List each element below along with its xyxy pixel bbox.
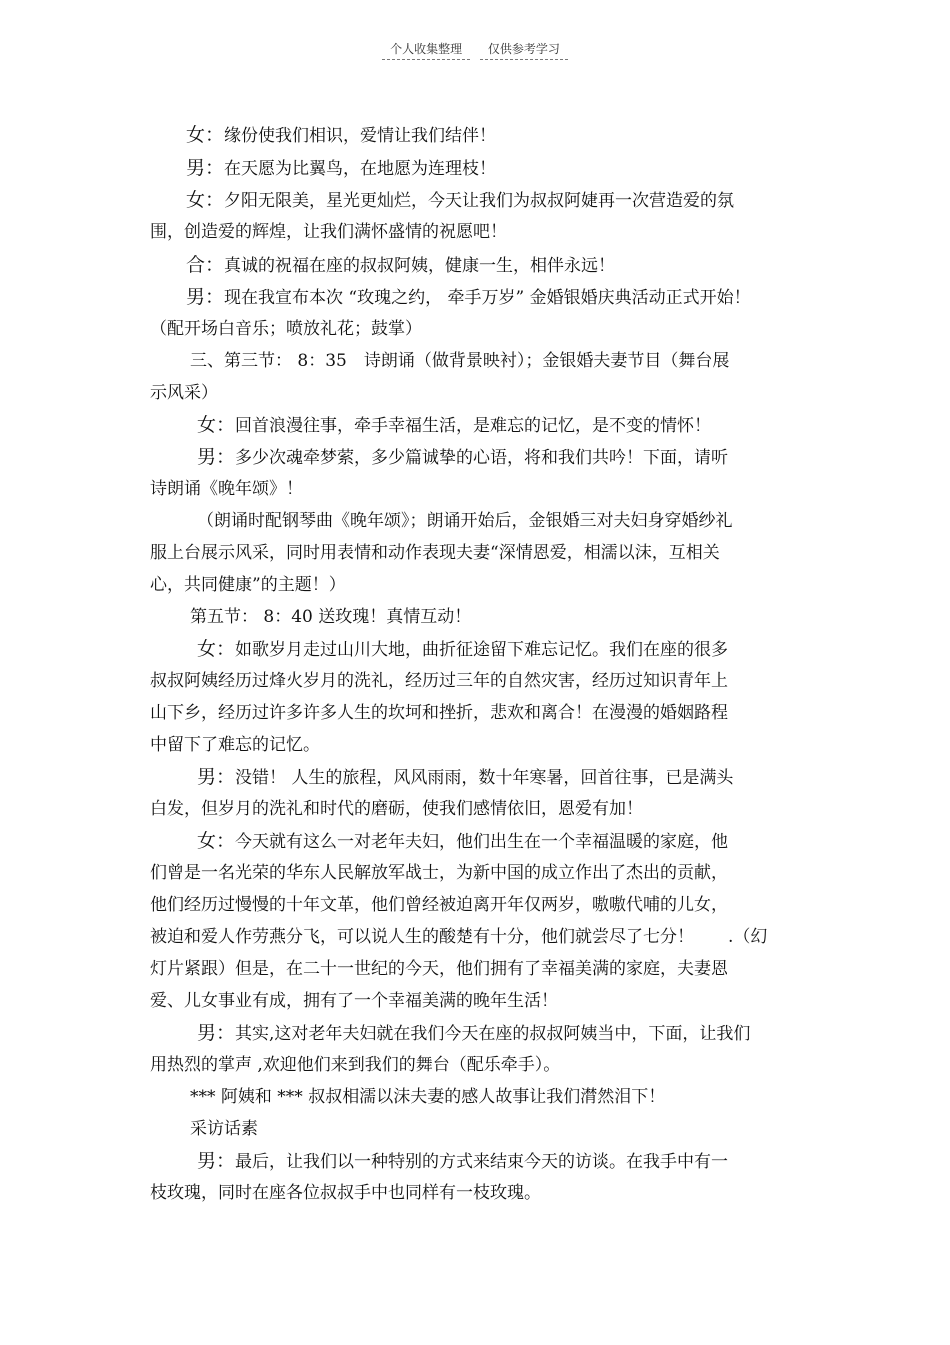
- text-line: [197, 1150, 728, 1173]
- speaker-label: 男：: [197, 766, 236, 788]
- speaker-label: 男：: [197, 1022, 236, 1044]
- line-text: 被迫和爱人作劳燕分飞，可以说人生的酸楚有十分，他们就尝尽了七分！ .（幻: [150, 927, 768, 947]
- line-text: 其实,这对老年夫妇就在我们今天在座的叔叔阿姨当中，下面，让我们: [235, 1024, 751, 1044]
- line-text: 多少次魂牵梦萦，多少篇诚挚的心语，将和我们共吟！下面，请听: [235, 448, 729, 468]
- text-line: [150, 958, 728, 980]
- line-text: 心，共同健康”的主题！）: [150, 575, 346, 595]
- speaker-label: 男：: [186, 157, 225, 179]
- speaker-label: 女：: [197, 414, 236, 436]
- text-line: [150, 478, 303, 500]
- header-left-text: 个人收集整理: [382, 42, 470, 60]
- text-line: [150, 734, 320, 756]
- line-text: 回首浪漫往事，牵手幸福生活，是难忘的记忆，是不变的情怀！: [235, 416, 712, 436]
- line-text: 用热烈的掌声 ,欢迎他们来到我们的舞台（配乐牵手）。: [150, 1055, 561, 1075]
- line-text: 夕阳无限美，星光更灿烂，今天让我们为叔叔阿婕再一次营造爱的氛: [224, 191, 735, 211]
- text-line: [150, 798, 643, 820]
- line-text: 中留下了难忘的记忆。: [150, 735, 320, 755]
- line-text: （朗诵时配钢琴曲《晚年颂》；朗诵开始后，金银婚三对夫妇身穿婚纱礼: [197, 511, 733, 531]
- text-line: [186, 124, 496, 147]
- text-line: [186, 286, 751, 309]
- line-text: 枝玫瑰，同时在座各位叔叔手中也同样有一枝玫瑰。: [150, 1183, 541, 1203]
- line-text: 三、第三节： 8：35 诗朗诵（做背景映衬）；金银婚夫妻节目（舞台展: [190, 351, 730, 371]
- line-text: 现在我宣布本次 “玫瑰之约， 牵手万岁” 金婚银婚庆典活动正式开始！: [224, 288, 751, 308]
- text-line: [150, 894, 728, 916]
- line-text: 诗朗诵《晚年颂》！: [150, 479, 303, 499]
- header-right-text: 仅供参考学习: [480, 42, 568, 60]
- text-line: [150, 382, 218, 404]
- text-line: [150, 702, 728, 724]
- line-text: 灯片紧跟）但是，在二十一世纪的今天，他们拥有了幸福美满的家庭，夫妻恩: [150, 959, 728, 979]
- speaker-label: 女：: [197, 638, 236, 660]
- line-text: 山下乡，经历过许多许多人生的坎坷和挫折，悲欢和离合！在漫漫的婚姻路程: [150, 703, 728, 723]
- speaker-label: 女：: [186, 189, 225, 211]
- text-line: [150, 670, 728, 692]
- text-line: [197, 1022, 750, 1045]
- line-text: 采访话素: [190, 1119, 258, 1139]
- line-text: 缘份使我们相识，爱情让我们结伴！: [224, 126, 497, 146]
- line-text: 示风采）: [150, 383, 218, 403]
- line-text: 在天愿为比翼鸟，在地愿为连理枝！: [224, 159, 497, 179]
- text-line: [190, 1086, 665, 1108]
- speaker-label: 男：: [197, 446, 236, 468]
- line-text: 围，创造爱的辉煌，让我们满怀盛情的祝愿吧！: [150, 222, 507, 242]
- line-text: 最后，让我们以一种特别的方式来结束今天的访谈。在我手中有一: [235, 1152, 729, 1172]
- speaker-label: 合：: [186, 254, 225, 276]
- text-line: [150, 221, 507, 243]
- line-text: 白发，但岁月的洗礼和时代的磨砺，使我们感情依旧，恩爱有加！: [150, 799, 643, 819]
- line-text: 服上台展示风采，同时用表情和动作表现夫妻“深情恩爱，相濡以沫，互相关: [150, 543, 720, 563]
- line-text: （配开场白音乐；喷放礼花；鼓掌）: [150, 319, 422, 339]
- text-line: [150, 574, 346, 596]
- speaker-label: 女：: [197, 830, 236, 852]
- text-line: [186, 254, 615, 277]
- speaker-label: 女：: [186, 124, 225, 146]
- text-line: [190, 606, 471, 628]
- text-line: [150, 1054, 560, 1076]
- text-line: [150, 990, 558, 1012]
- speaker-label: 男：: [197, 1150, 236, 1172]
- line-text: 叔叔阿姨经历过烽火岁月的洗礼，经历过三年的自然灾害，经历过知识青年上: [150, 671, 728, 691]
- text-line: [197, 414, 711, 437]
- text-line: [190, 350, 729, 372]
- text-line: [150, 926, 767, 948]
- line-text: 爱、儿女事业有成，拥有了一个幸福美满的晚年生活！: [150, 991, 558, 1011]
- text-line: [190, 1118, 258, 1140]
- line-text: 真诚的祝福在座的叔叔阿姨，健康一生，相伴永远！: [224, 256, 616, 276]
- text-line: [197, 766, 733, 789]
- line-text: 他们经历过慢慢的十年文革，他们曾经被迫离开年仅两岁，嗷嗷代哺的儿女，: [150, 895, 728, 915]
- line-text: 如歌岁月走过山川大地，曲折征途留下难忘记忆。我们在座的很多: [235, 640, 729, 660]
- line-text: 们曾是一名光荣的华东人民解放军战士，为新中国的成立作出了杰出的贡献，: [150, 863, 728, 883]
- text-line: [197, 446, 728, 469]
- text-line: [150, 318, 422, 340]
- speaker-label: 男：: [186, 286, 225, 308]
- text-line: [197, 638, 728, 661]
- text-line: [186, 157, 496, 180]
- text-line: [150, 862, 728, 884]
- line-text: 今天就有这么一对老年夫妇，他们出生在一个幸福温暖的家庭，他: [235, 832, 729, 852]
- text-line: [197, 510, 733, 532]
- line-text: 没错！ 人生的旅程，风风雨雨，数十年寒暑，回首往事，已是满头: [235, 768, 734, 788]
- text-line: [197, 830, 728, 853]
- text-line: [150, 1182, 541, 1204]
- page-header: [0, 40, 950, 57]
- text-line: [186, 189, 734, 212]
- line-text: *** 阿姨和 *** 叔叔相濡以沫夫妻的感人故事让我们潸然泪下！: [190, 1087, 666, 1107]
- line-text: 第五节： 8：40 送玫瑰！真情互动！: [190, 607, 472, 627]
- text-line: [150, 542, 720, 564]
